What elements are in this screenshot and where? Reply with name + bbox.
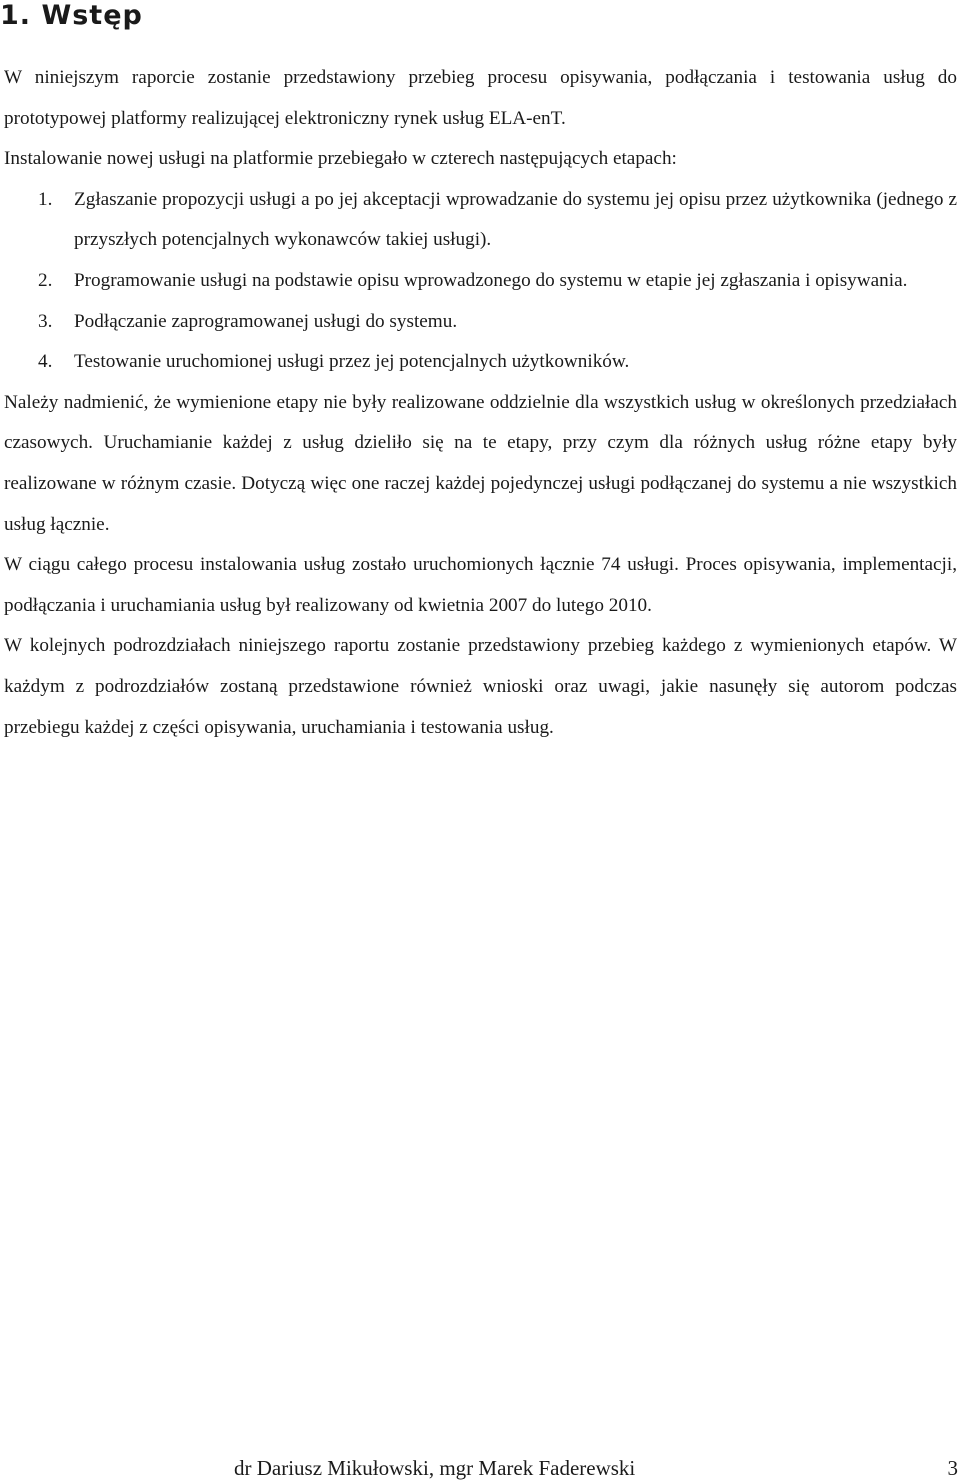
section-heading: 1. Wstęp bbox=[0, 0, 143, 31]
list-item-text: Podłączanie zaprogramowanej usługi do systemu. bbox=[74, 310, 458, 332]
list-item-text: Programowanie usługi na podstawie opisu wprowadzonego do systemu w etapie jej zgłaszania i opisywania. bbox=[74, 269, 908, 291]
list-item-text: Zgłaszanie propozycji usługi a po jej akceptacji wprowadzanie do systemu jej opisu przez użytkownika (jednego z przyszłych potencjalnych wykonawców takiej usługi). bbox=[74, 188, 957, 251]
list-item-number: 4. bbox=[38, 351, 53, 373]
body-paragraph: W ciągu całego procesu instalowania usług zostało uruchomionych łącznie 74 usługi. Proces opisywania, implementacji, podłączania i uruchamiania usług był realizowany od kwietnia 2007 do lutego 2010. bbox=[4, 554, 957, 616]
steps-list bbox=[4, 180, 957, 383]
intro-line: Instalowanie nowej usługi na platformie przebiegało w czterech następujących etapach: bbox=[4, 148, 677, 170]
list-item-text: Testowanie uruchomionej usługi przez jej potencjalnych użytkowników. bbox=[74, 351, 630, 373]
section-body bbox=[4, 58, 957, 748]
footer-authors: dr Dariusz Mikułowski, mgr Marek Faderewski bbox=[234, 1456, 636, 1480]
list-item-number: 2. bbox=[38, 269, 53, 291]
page-number: 3 bbox=[947, 1456, 958, 1480]
body-paragraph: Należy nadmienić, że wymienione etapy nie były realizowane oddzielnie dla wszystkich usług w określonych przedziałach czasowych. Uruchamianie każdej z usług dzieliło się na te etapy, przy czym dla różnych usług różne etapy były realizowane w różnym czasie. Dotyczą więc one raczej każdej pojedynczej usługi podłączanej do systemu a nie wszystkich usług łącznie. bbox=[4, 391, 957, 535]
body-paragraph: W kolejnych podrozdziałach niniejszego raportu zostanie przedstawiony przebieg każdego z wymienionych etapów. W każdym z podrozdziałów zostaną przedstawione również wnioski oraz uwagi, jakie nasunęły się autorom podczas przebiegu każdej z części opisywania, uruchamiania i testowania usług. bbox=[4, 635, 957, 738]
list-item-number: 1. bbox=[38, 188, 53, 210]
list-item bbox=[4, 180, 957, 261]
list-item bbox=[4, 302, 957, 343]
intro-paragraph: W niniejszym raporcie zostanie przedstawiony przebieg procesu opisywania, podłączania i testowania usług do prototypowej platformy realizującej elektroniczny rynek usług ELA-enT. bbox=[4, 67, 957, 129]
list-item-number: 3. bbox=[38, 310, 53, 332]
page-footer bbox=[0, 1453, 960, 1483]
list-item bbox=[4, 261, 957, 302]
list-item bbox=[4, 342, 957, 383]
